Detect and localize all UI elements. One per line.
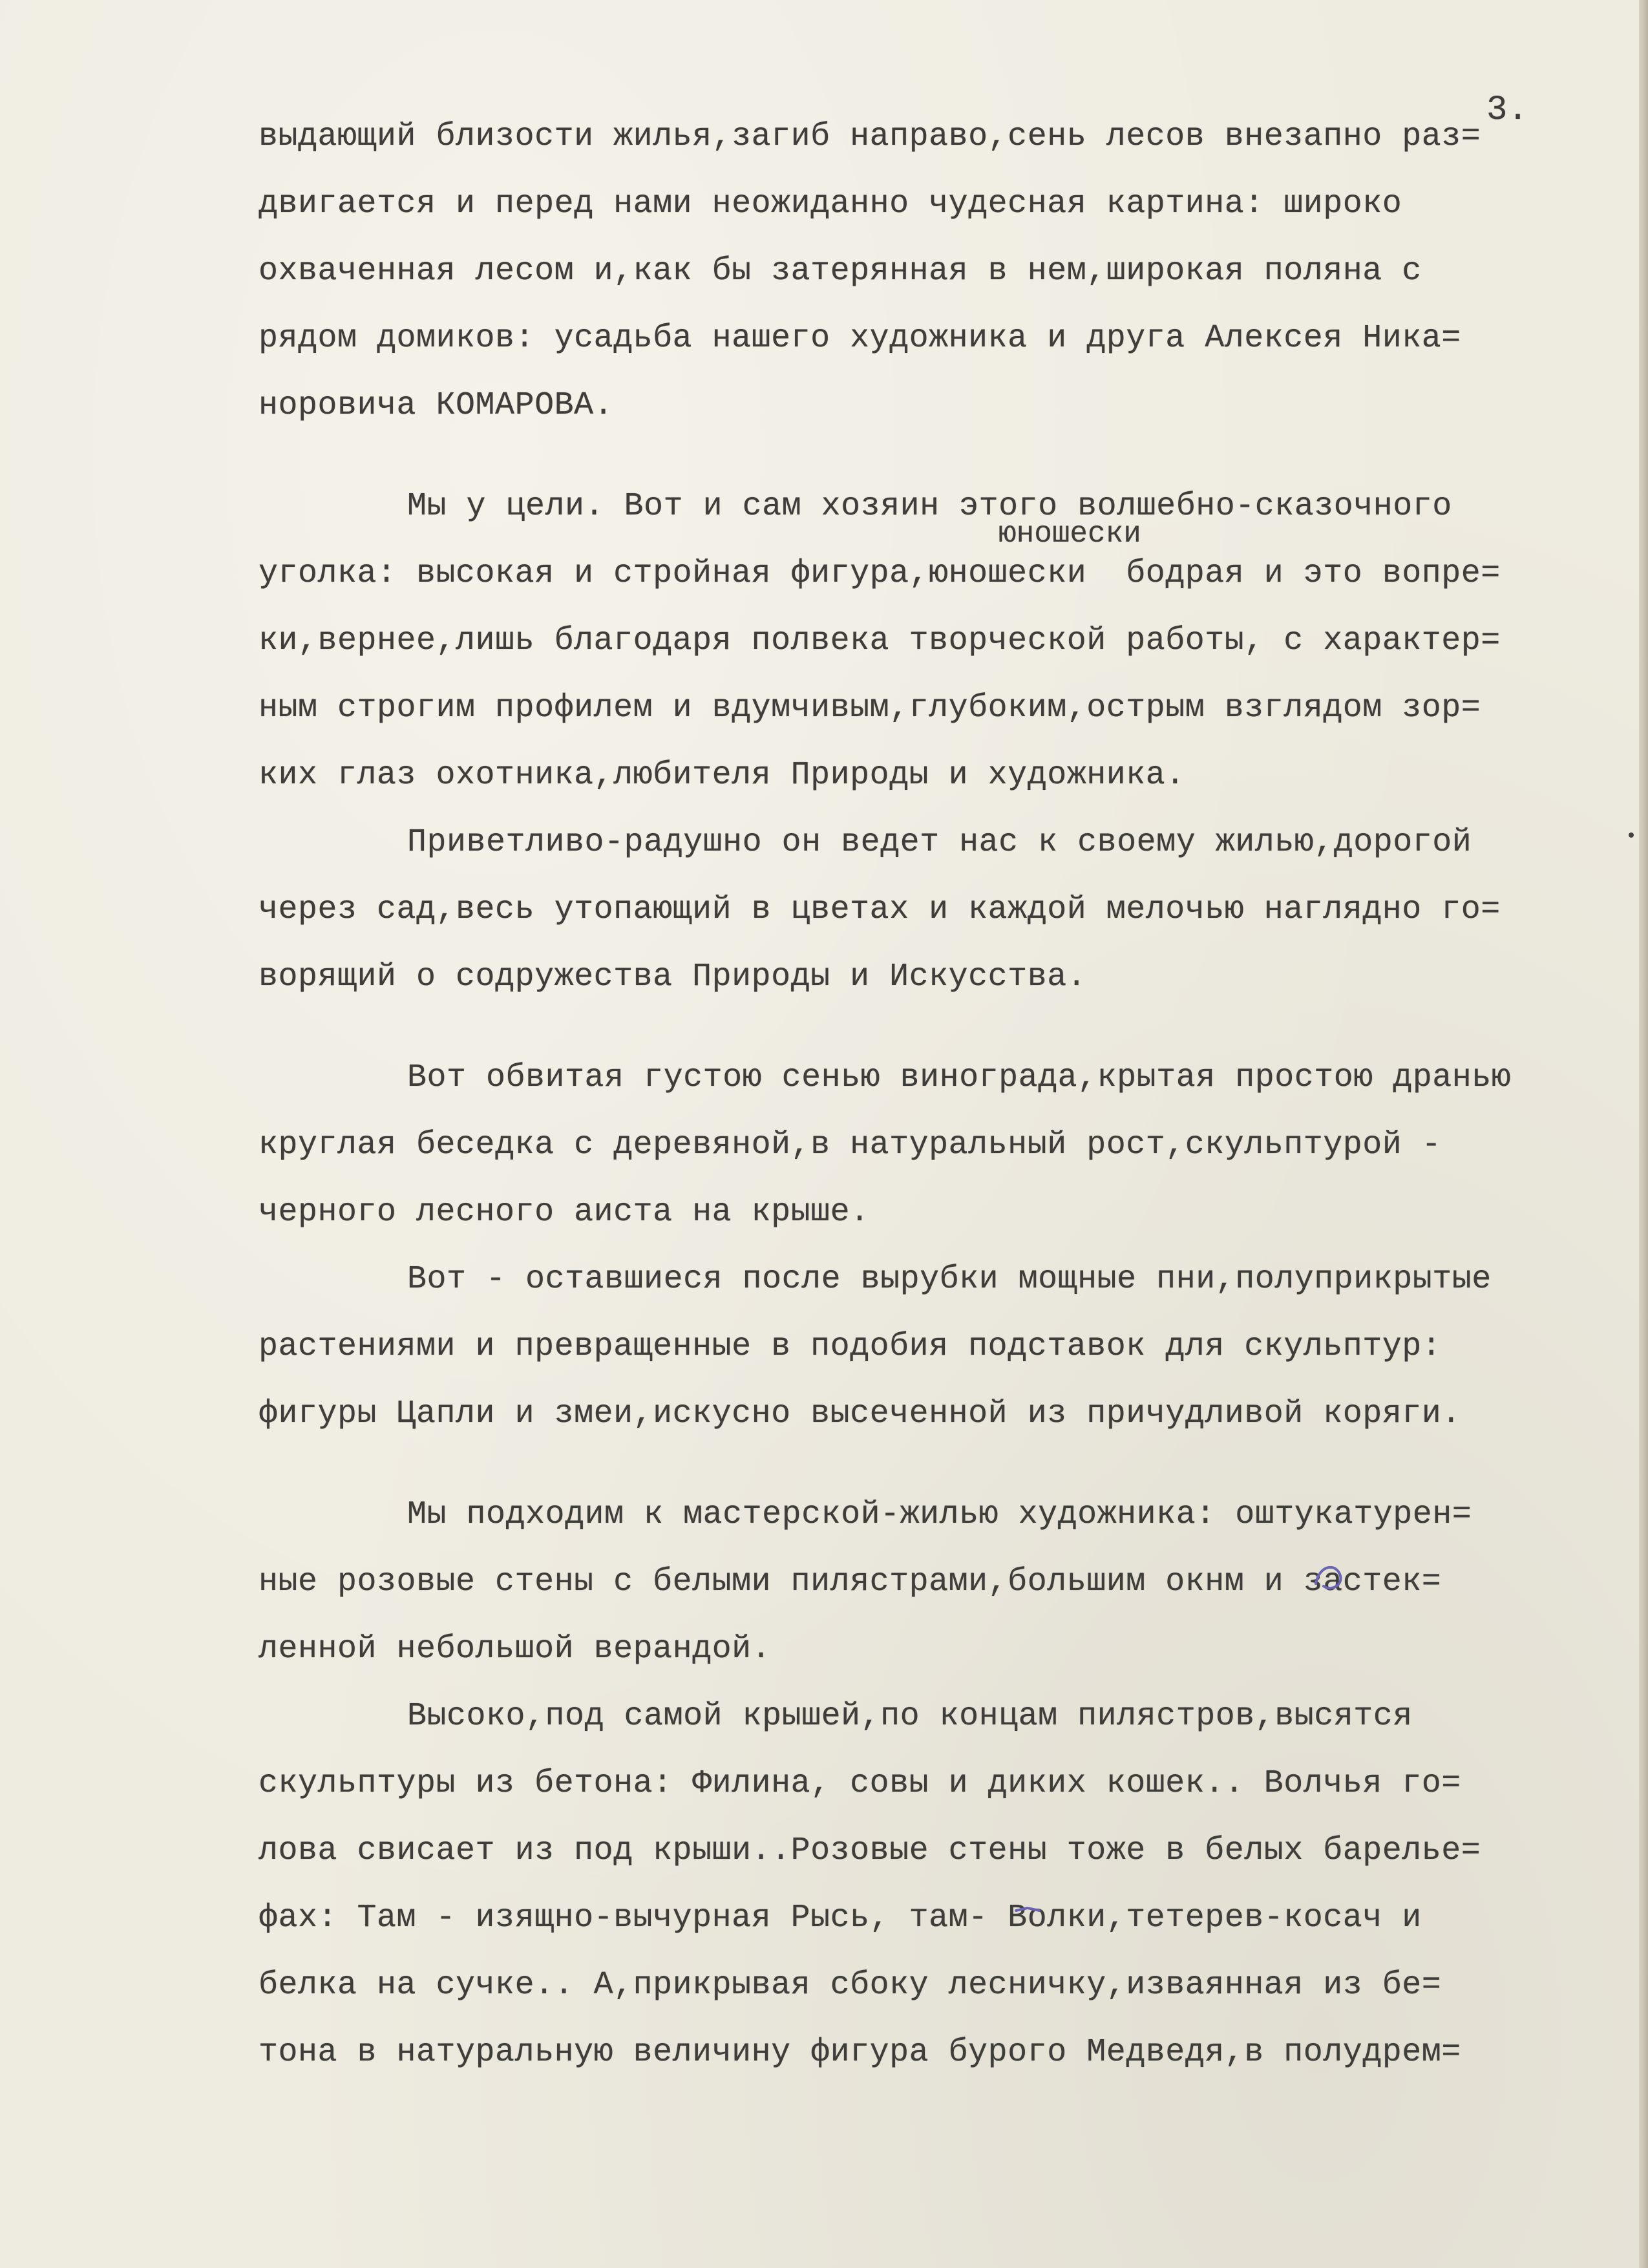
- page-number: 3.: [1486, 90, 1528, 130]
- text-line: охваченная лесом и,как бы затерянная в нем,широкая поляна с: [259, 253, 1422, 290]
- text-line: Мы подходим к мастерской-жилью художника: оштукатурен=: [407, 1496, 1472, 1533]
- text-line: уголка: высокая и стройная фигура,юношески бодрая и это вопре=: [259, 555, 1501, 592]
- paragraph: [259, 809, 1629, 1011]
- text-line: ки,вернее,лишь благодаря полвека творческой работы, с характер=: [259, 622, 1501, 659]
- text-line: фигуры Цапли и змеи,искусно высеченной из причудливой коряги.: [259, 1395, 1461, 1432]
- text-line: Вот - оставшиеся после вырубки мощные пни,полуприкрытые: [407, 1261, 1492, 1298]
- paragraph-gap: [259, 1011, 1629, 1044]
- text-line: Высоко,под самой крышей,по концам пилястров,высятся: [407, 1698, 1413, 1735]
- typed-insertion-above-line: юношески: [998, 517, 1141, 551]
- text-line: ких глаз охотника,любителя Природы и художника.: [259, 757, 1185, 794]
- text-line: круглая беседка с деревяной,в натуральный рост,скульптурой -: [259, 1127, 1442, 1163]
- text-line: двигается и перед нами неожиданно чудесная картина: широко: [259, 185, 1402, 222]
- paragraph: [259, 1246, 1629, 1448]
- text-line: Вот обвитая густою сенью винограда,крытая простою дранью: [407, 1059, 1512, 1096]
- text-line: белка на сучке.. А,прикрывая сбоку лесничку,изваянная из бе=: [259, 1967, 1442, 2004]
- text-line: тона в натуральную величину фигура бурого Медведя,в полудрем=: [259, 2034, 1461, 2071]
- paragraph-gap: [259, 440, 1629, 473]
- paper-edge: [1639, 0, 1648, 2268]
- paragraph-gap: [259, 1448, 1629, 1481]
- text-line: ным строгим профилем и вдумчивым,глубоким,острым взглядом зор=: [259, 690, 1481, 726]
- paragraph: [259, 103, 1629, 440]
- text-line: ленной небольшой верандой.: [259, 1631, 772, 1668]
- text-line: черного лесного аиста на крыше.: [259, 1194, 870, 1231]
- paragraph: [259, 1044, 1629, 1246]
- text-line: ные розовые стены с белыми пилястрами,большим окнм и застек=: [259, 1563, 1442, 1600]
- text-line: Мы у цели. Вот и сам хозяин этого волшебно-сказочного: [407, 488, 1452, 525]
- text-line: выдающий близости жилья,загиб направо,сень лесов внезапно раз=: [259, 118, 1481, 155]
- text-line: норовича КОМАРОВА.: [259, 387, 614, 424]
- paragraph: [259, 1481, 1629, 1683]
- text-line: растениями и превращенные в подобия подставок для скульптур:: [259, 1328, 1442, 1365]
- text-line: Приветливо-радушно он ведет нас к своему жилью,дорогой: [407, 824, 1472, 861]
- text-line: рядом домиков: усадьба нашего художника и друга Алексея Ника=: [259, 320, 1461, 357]
- handwritten-ink-tick: [1015, 1905, 1041, 1913]
- paragraph: [259, 473, 1629, 809]
- text-line: скульптуры из бетона: Филина, совы и диких кошек.. Волчья го=: [259, 1765, 1461, 1802]
- ink-dot: [1629, 832, 1634, 838]
- text-line: лова свисает из под крыши..Розовые стены тоже в белых барелье=: [259, 1832, 1481, 1869]
- text-line: ворящий о содружества Природы и Искусства.: [259, 959, 1087, 995]
- handwritten-ink-correction: [1311, 1558, 1349, 1596]
- typewritten-text: [259, 103, 1629, 2086]
- text-line: фах: Там - изящно-вычурная Рысь, там- Волки,тетерев-косач и: [259, 1900, 1422, 1936]
- paragraph: [259, 1683, 1629, 2086]
- text-line: через сад,весь утопающий в цветах и каждой мелочью наглядно го=: [259, 891, 1501, 928]
